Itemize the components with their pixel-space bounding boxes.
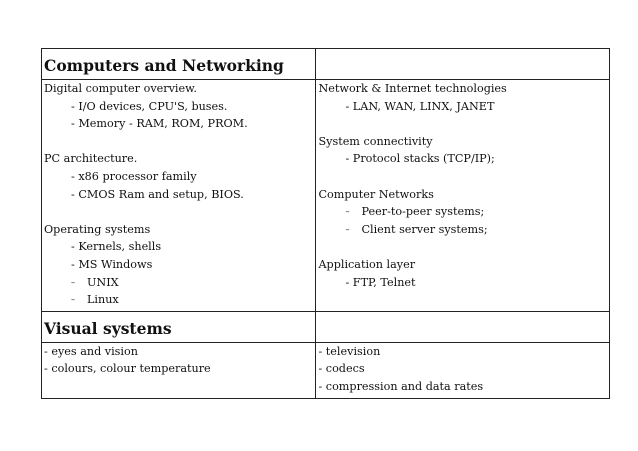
syllabus-table [41,48,610,399]
list-item-text: - eyes and vision [44,344,138,358]
list-item-text: - television [318,344,381,358]
list-item-text: - FTP, Telnet [345,275,416,289]
list-item-text: Computer Networks [318,187,434,201]
list-item [44,343,315,361]
list-item-text: - Memory - RAM, ROM, PROM. [71,117,248,131]
list-item [44,168,315,186]
list-item [44,256,315,274]
list-item [318,203,609,221]
list-item-text: - colours, colour temperature [44,362,211,376]
section-title-empty-cell [316,311,610,342]
list-item-text: Digital computer overview. [44,82,197,95]
section-title-empty-cell [316,49,610,80]
section-header-row [42,311,610,342]
list-item-text: - MS Windows [71,257,153,271]
spacer-line [318,168,609,186]
section-title: Visual systems [42,311,316,342]
list-item-text: - x86 processor family [71,169,197,183]
section-body-row [42,342,610,398]
small-dash-bullet: – [71,295,75,305]
small-dash-bullet: – [345,207,350,217]
list-item [318,186,609,204]
list-item-text: Application layer [318,257,416,271]
list-item [318,150,609,168]
list-item-text: - Protocol stacks (TCP/IP); [345,152,495,166]
list-item [318,256,609,274]
section-body-row [42,80,610,312]
spacer-line [44,203,315,221]
section-right-column [316,342,610,398]
section-header-row [42,49,610,80]
section-left-column [42,342,316,398]
list-item-text: - CMOS Ram and setup, BIOS. [71,187,244,201]
list-item [318,221,609,239]
spacer-line [44,133,315,151]
list-item [318,360,609,378]
section-right-column [316,80,610,312]
list-item-text: - compression and data rates [318,379,484,393]
list-item [318,80,609,98]
list-item-text: Linux [87,293,119,307]
spacer-line [318,115,609,133]
list-item [318,343,609,361]
list-item [44,221,315,239]
list-item [318,133,609,151]
small-dash-bullet: – [345,224,350,234]
list-item [44,98,315,116]
list-item-text: Network & Internet technologies [318,82,507,95]
list-item-text: - I/O devices, CPU'S, buses. [71,99,228,113]
section-left-column [42,80,316,312]
list-item [318,98,609,116]
spacer-line [318,238,609,256]
list-item-text: PC architecture. [44,152,138,166]
section-title: Computers and Networking [42,49,316,80]
list-item-text: - codecs [318,362,365,376]
list-item [44,291,315,309]
list-item-text: - LAN, WAN, LINX, JANET [345,99,495,113]
list-item [44,80,315,98]
list-item-text: Operating systems [44,222,151,236]
list-item-text: UNIX [87,275,119,289]
list-item [44,360,315,378]
list-item [44,274,315,292]
list-item [318,274,609,292]
list-item-text: System connectivity [318,134,433,148]
list-item-text: Peer-to-peer systems; [361,205,485,219]
small-dash-bullet: – [71,277,75,287]
list-item [44,186,315,204]
list-item [318,378,609,396]
list-item-text: Client server systems; [361,222,488,236]
list-item [44,115,315,133]
list-item [44,150,315,168]
list-item [44,238,315,256]
list-item-text: - Kernels, shells [71,240,162,254]
